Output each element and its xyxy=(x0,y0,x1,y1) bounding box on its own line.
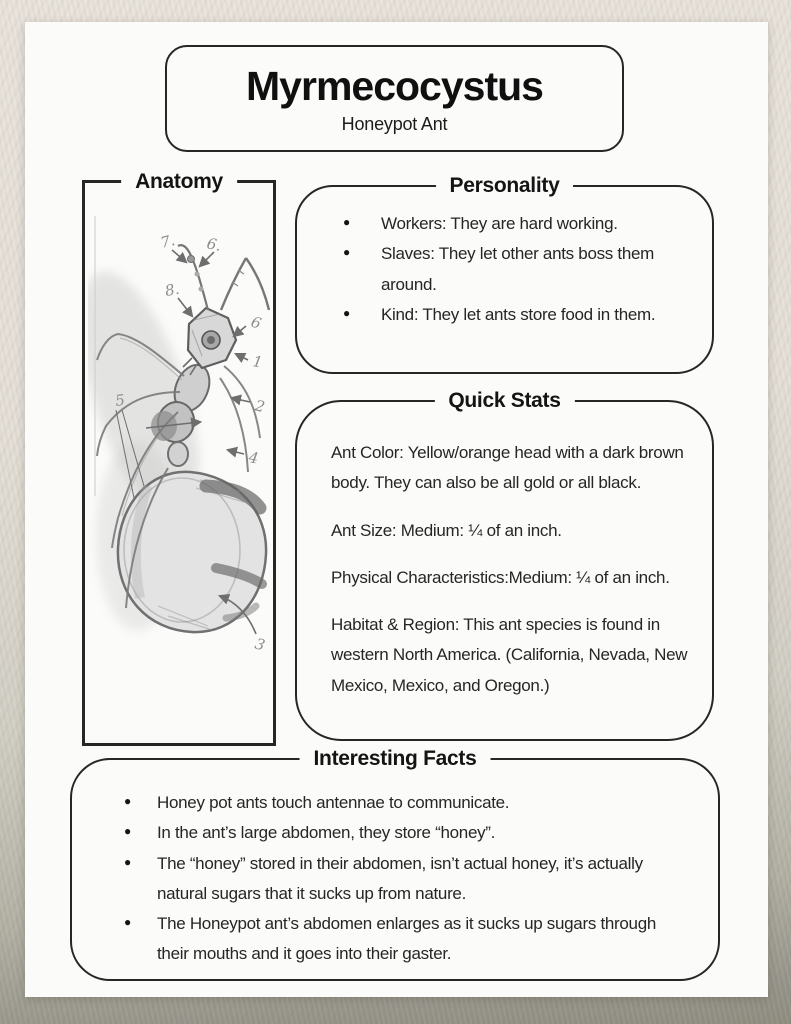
list-item: ● Workers: They are hard working. xyxy=(337,209,694,239)
sketch-number-label: 5 xyxy=(114,390,127,410)
list-item: ● The “honey” stored in their abdomen, isn’t actual honey, it’s actually natural sugars that it sucks up from nature. xyxy=(120,849,688,910)
list-item: ● In the ant’s large abdomen, they store “honey”. xyxy=(120,818,688,848)
list-item: ● Slaves: They let other ants boss them around. xyxy=(337,239,694,300)
stat-ant-size: Ant Size: Medium: ¼ of an inch. xyxy=(331,520,562,540)
page-subtitle: Honeypot Ant xyxy=(341,113,448,134)
interesting-facts-heading: Interesting Facts xyxy=(300,747,491,771)
document-page xyxy=(25,22,768,997)
sketch-number-label: 4 xyxy=(247,448,260,468)
stat-habitat-region: Habitat & Region: This ant species is found in western North America. (California, Nevada, New Mexico, Mexico, and Oregon.) xyxy=(331,615,688,695)
stat-ant-color: Ant Color: Yellow/orange head with a dark brown body. They can also be all gold or all black. xyxy=(331,443,684,493)
anatomy-section xyxy=(82,169,276,746)
personality-list xyxy=(297,187,712,330)
quick-stats-heading: Quick Stats xyxy=(434,389,574,413)
anatomy-heading: Anatomy xyxy=(121,170,237,194)
ant-sketch-illustration xyxy=(88,186,270,740)
page-title: Myrmecocystus xyxy=(246,63,543,110)
sketch-number-label: 8. xyxy=(163,279,181,300)
sketch-number-label: 6 xyxy=(248,312,264,333)
interesting-facts-section xyxy=(70,746,720,981)
personality-heading: Personality xyxy=(436,174,574,198)
sketch-number-label: 2 xyxy=(253,396,267,417)
quick-stats-content xyxy=(297,402,712,701)
sketch-number-label: 3 xyxy=(252,634,268,655)
personality-section xyxy=(295,173,714,374)
interesting-facts-list xyxy=(72,760,718,970)
list-item: ● Kind: They let ants store food in them. xyxy=(337,300,694,330)
title-card xyxy=(165,45,624,152)
list-item: ● The Honeypot ant’s abdomen enlarges as it sucks up sugars through their mouths and it goes into their gaster. xyxy=(120,909,688,970)
sketch-number-label: 6. xyxy=(205,234,223,255)
quick-stats-section xyxy=(295,388,714,741)
stat-physical-characteristics: Physical Characteristics:Medium: ¼ of an inch. xyxy=(331,567,670,587)
sketch-number-label: 1 xyxy=(251,352,264,372)
list-item: ● Honey pot ants touch antennae to communicate. xyxy=(120,788,688,818)
sketch-number-label: 7. xyxy=(158,230,177,252)
